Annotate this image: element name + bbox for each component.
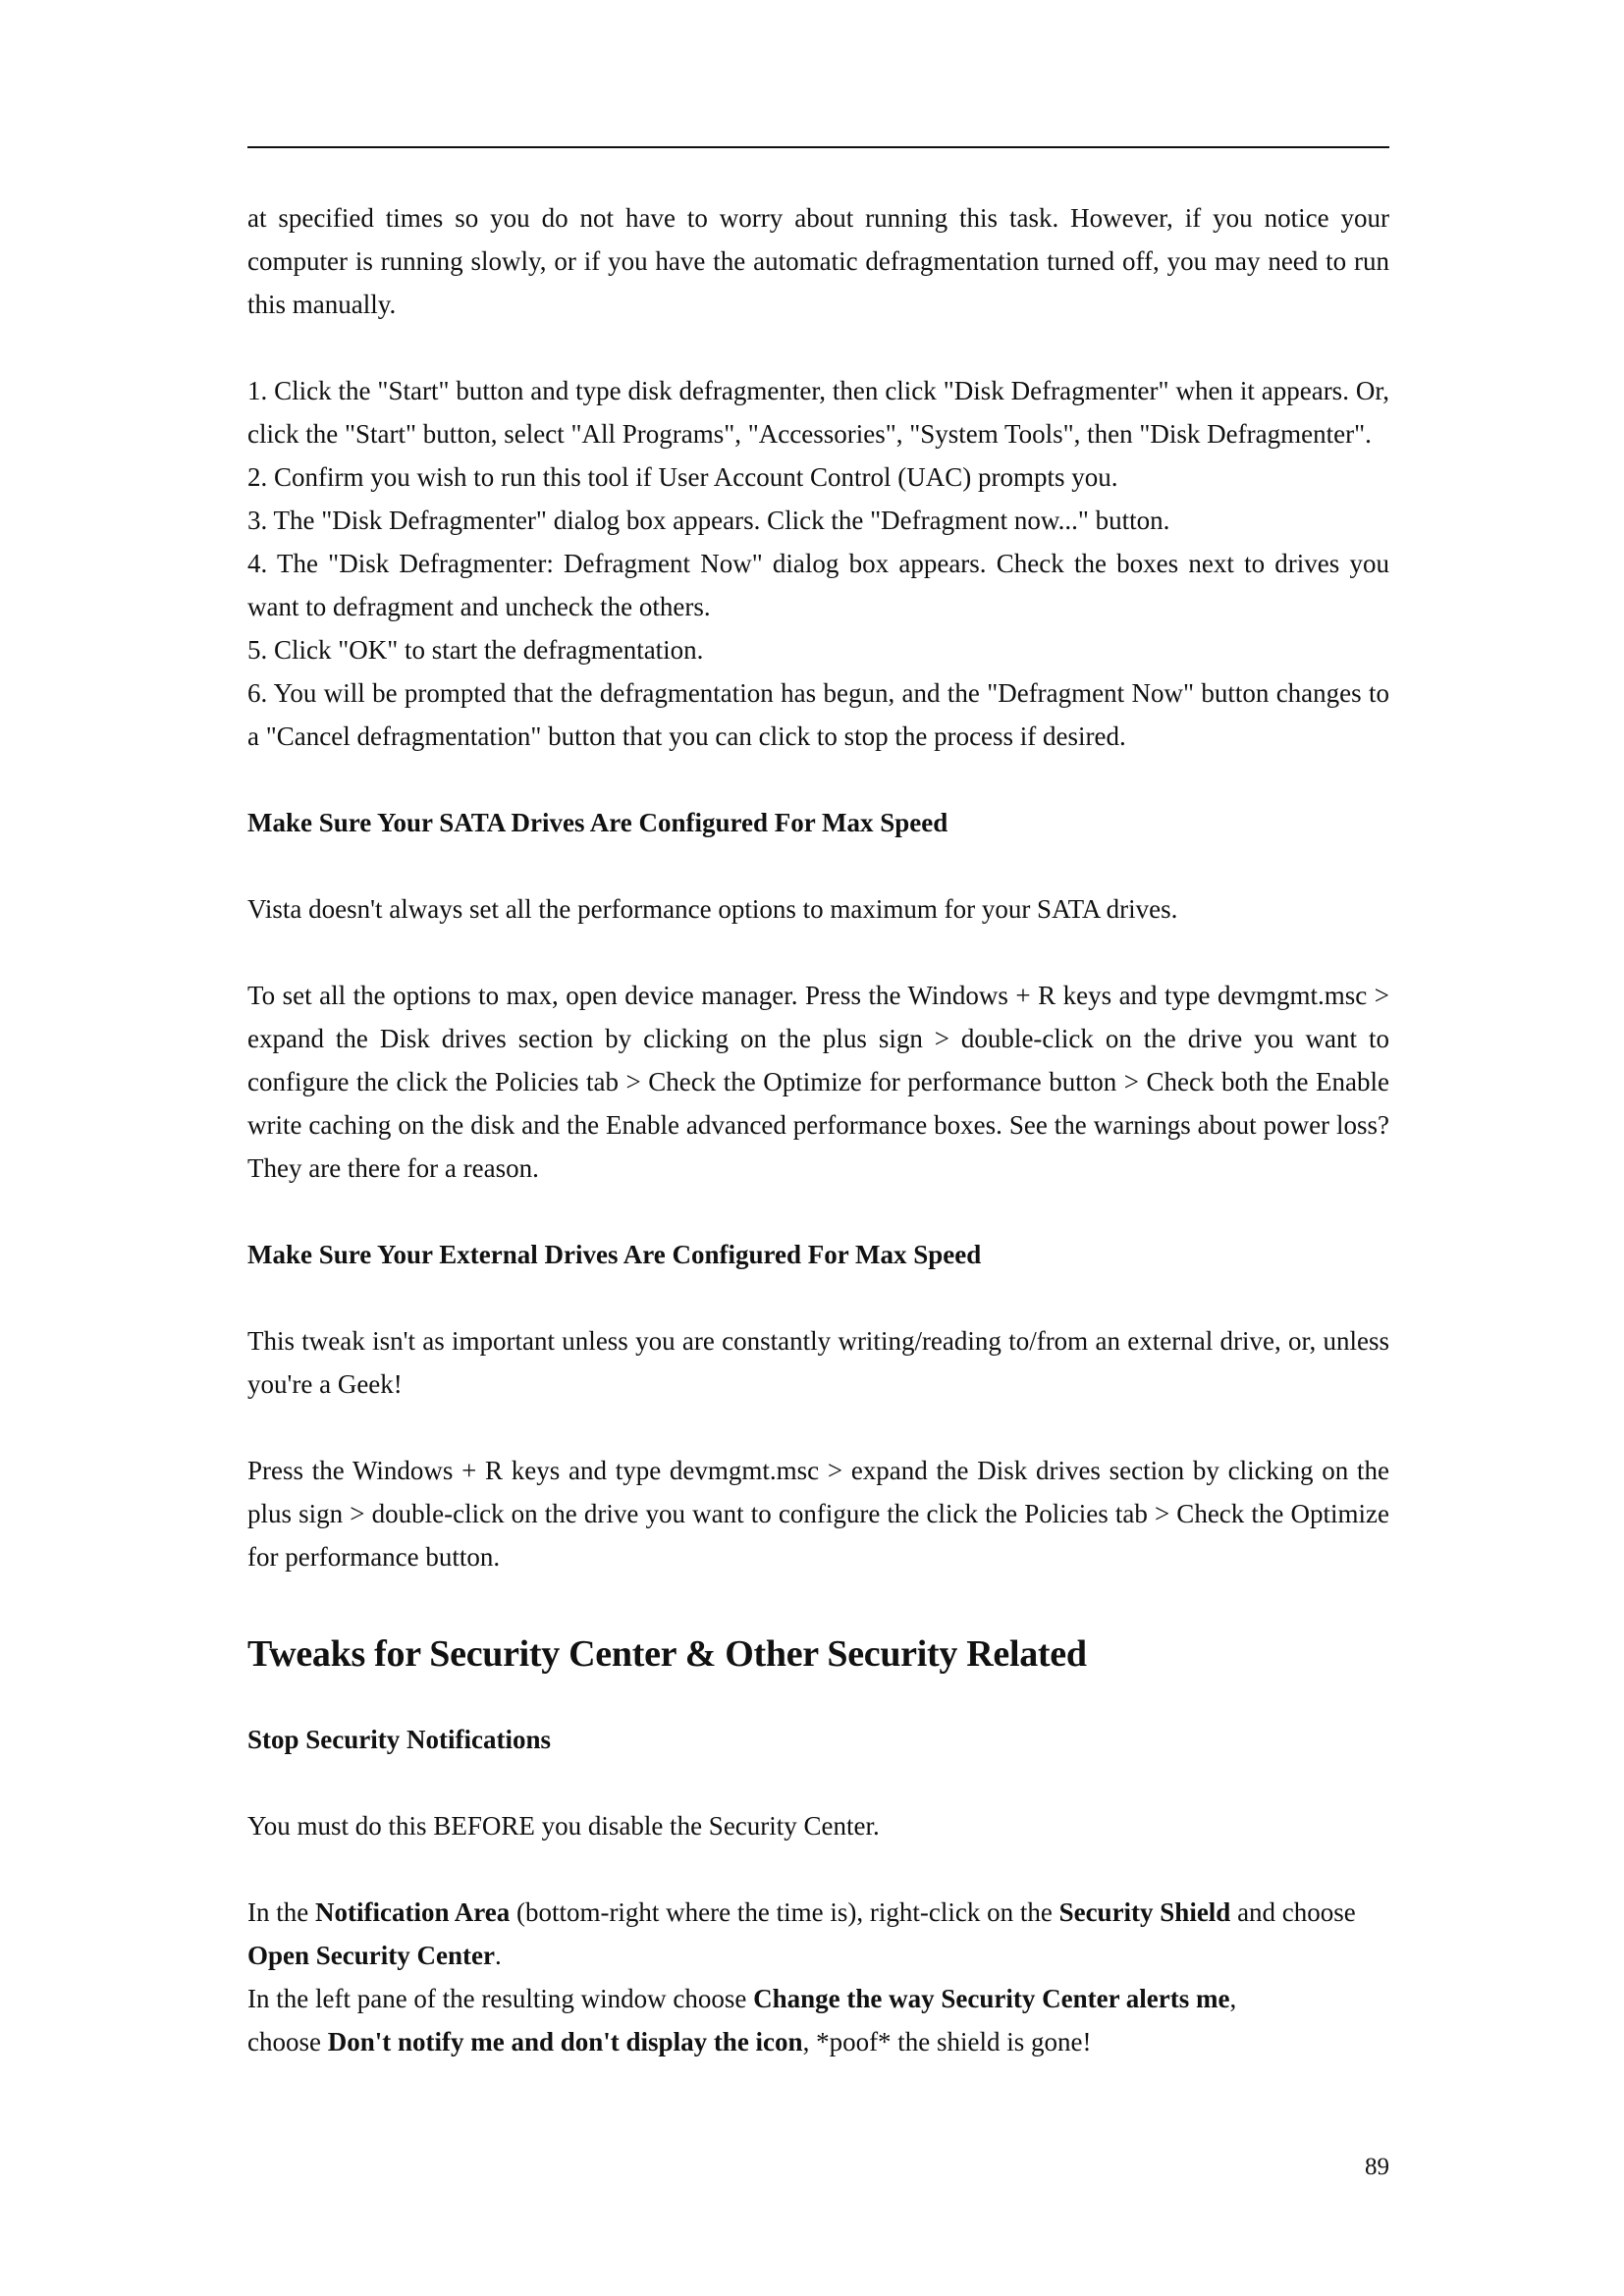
dont-notify-term: Don't notify me and don't display the icon [327,2027,803,2056]
notification-area-term: Notification Area [314,1897,511,1927]
step-6: 6. You will be prompted that the defragmentation has begun, and the "Defragment Now" button changes to a "Cancel defragmentation" button that you can click to stop the process if desired. [247,678,1389,751]
notifications-heading: Stop Security Notifications [247,1725,551,1754]
section-title: Tweaks for Security Center & Other Security Related [247,1633,1087,1675]
sata-heading: Make Sure Your SATA Drives Are Configured For Max Speed [247,808,948,837]
page-body [247,196,1389,2063]
notifications-paragraph-3: In the left pane of the resulting window choose Change the way Security Center alerts me, choose Don't notify me and don't display the icon, *poof* the shield is gone! [247,1984,1237,2056]
external-heading: Make Sure Your External Drives Are Configured For Max Speed [247,1240,982,1269]
page-number: 89 [1365,2154,1389,2180]
step-5: 5. Click "OK" to start the defragmentation. [247,635,704,665]
step-1: 1. Click the "Start" button and type disk defragmenter, then click "Disk Defragmenter" when it appears. Or, click the "Start" button, select "All Programs", "Accessories", "System Tools", then "Disk Defragmenter". [247,376,1389,449]
external-paragraph-2: Press the Windows + R keys and type devmgmt.msc > expand the Disk drives section by clicking on the plus sign > double-click on the drive you want to configure the click the Policies tab > Check the Optimize for performance button. [247,1456,1389,1572]
step-3: 3. The "Disk Defragmenter" dialog box appears. Click the "Defragment now..." button. [247,506,1170,535]
intro-paragraph: at specified times so you do not have to worry about running this task. However, if you notice your computer is running slowly, or if you have the automatic defragmentation turned off, you may need to run this manually. [247,203,1389,319]
sata-paragraph-1: Vista doesn't always set all the performance options to maximum for your SATA drives. [247,894,1178,924]
external-paragraph-1: This tweak isn't as important unless you are constantly writing/reading to/from an external drive, or, unless you're a Geek! [247,1326,1389,1399]
step-2: 2. Confirm you wish to run this tool if User Account Control (UAC) prompts you. [247,462,1118,492]
step-4: 4. The "Disk Defragmenter: Defragment Now" dialog box appears. Check the boxes next to drives you want to defragment and uncheck the others. [247,549,1389,621]
header-rule [247,146,1389,148]
notifications-paragraph-2: In the Notification Area (bottom-right where the time is), right-click on the Security Shield and choose Open Security Center. [247,1897,1356,1970]
open-security-center-term: Open Security Center [247,1941,495,1970]
change-alerts-term: Change the way Security Center alerts me [753,1984,1230,2013]
notifications-paragraph-1: You must do this BEFORE you disable the Security Center. [247,1811,880,1841]
security-shield-term: Security Shield [1058,1897,1231,1927]
sata-paragraph-2: To set all the options to max, open device manager. Press the Windows + R keys and type devmgmt.msc > expand the Disk drives section by clicking on the plus sign > double-click on the drive you want to configure the click the Policies tab > Check the Optimize for performance button > Check both the Enable write caching on the disk and the Enable advanced performance boxes. See the warnings about power loss? They are there for a reason. [247,981,1389,1183]
